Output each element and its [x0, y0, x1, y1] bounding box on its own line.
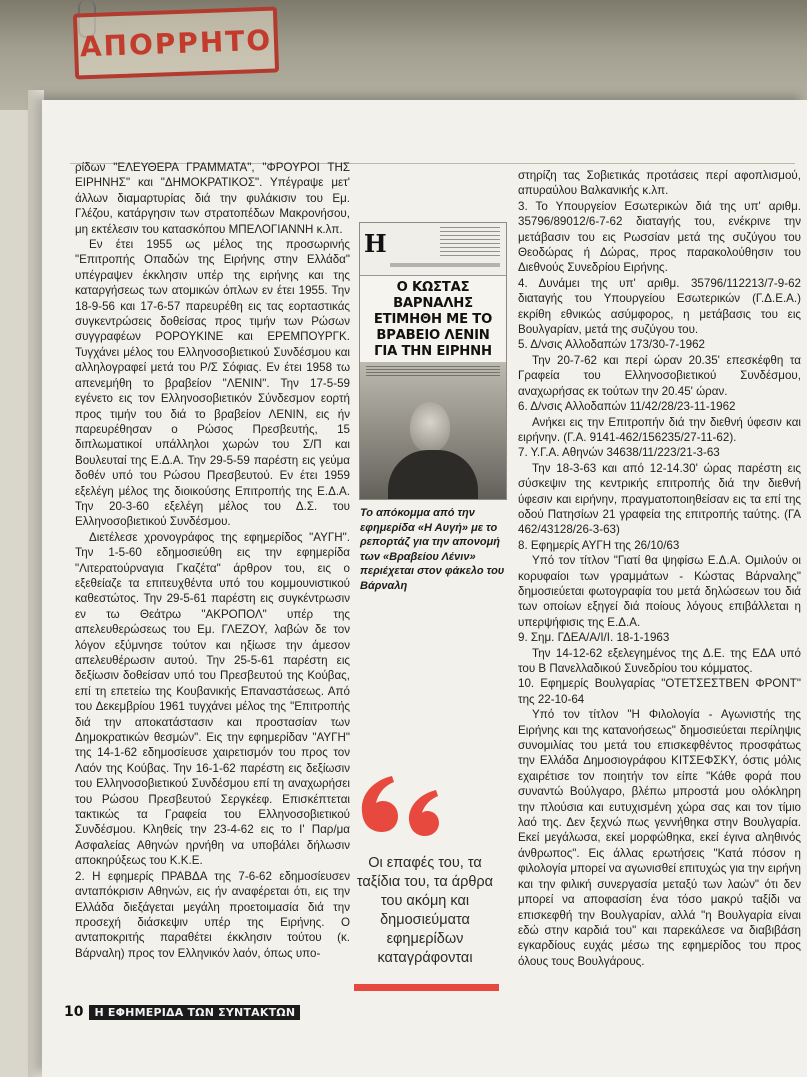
secret-stamp	[73, 6, 279, 79]
clipping-masthead	[360, 223, 506, 276]
pull-quote-rule	[354, 984, 499, 991]
photo-caption: Το απόκομμα από την εφημερίδα «Η Αυγή» με το ρεπορτάζ για την απονομή των «Βραβείου Λένιν» περιέχεται στον φάκελο του Βάρναλη	[360, 507, 505, 592]
paragraph: ρίδων "ΕΛΕΥΘΕΡΑ ΓΡΑΜΜΑΤΑ", "ΦΡΟΥΡΟΙ ΤΗΣ ΕΙΡΗΝΗΣ" και "ΔΗΜΟΚΡΑΤΙΚΟΣ". Υπέγραψε μετ' άλλων διαμαρτυρίας διά την φυλάκισιν του Εμ. Γλέζου, κατάργησιν των στρατοπέδων Μακρονήσου, μη εκτέλεσιν του κατασκόπου ΜΠΕΛΟΓΙΑΝΝΗ κ.λπ.	[75, 161, 350, 236]
paragraph: Υπό τον τίτλον "Γιατί θα ψηφίσω Ε.Δ.Α. Ομιλούν οι κορυφαίοι των γραμμάτων - Κώστας Βάρναλης" δημοσιεύεται φωτογραφία του μετά δηλώσεων του διά των οποίων εξηγεί διά ποίους λόγους επιβάλλεται η υπερψήφισις της Ε.Δ.Α.	[518, 554, 801, 629]
paragraph: Υπό τον τίτλον "Η Φιλολογία - Αγωνιστής της Ειρήνης και της κατανοήσεως" δημοσιεύεται περίληψις συνομιλίας του μετά του επισκεφθέντος προσφάτως την Ελλάδα Δημοσιογράφου ΚΙΤΣΕΦΣΚΥ, όστις μόλις εχαιρέτισε τον ποιητήν τον είπε "Κάθε φορά που συναντώ Βούλγαρο, βλέπω μπροστά μου ολόκληρη την πλούσια και ευτυχισμένη χώρα σας και τον τίμιο λαό της. Δεν ξεχνώ πως γεννήθηκα στην Βουλγαρία. Εκεί μεγάλωσα, εκεί μορφώθηκα, εκεί έγινα αληθινός άνθρωπος". Εις άλλας ερωτήσεις "Κατά πόσον η φιλολογία μπορεί να αγωνισθεί επιτυχώς για την ειρήνη και την φιλική συνεργασία μεταξύ των λαών" ότι δεν μπορεί να αποφασίση ένα τόσο μακρύ ταξίδι να επισκεφθή την Βουλγαρίαν, αλλά "η Βουλγαρία είναι εδώ στην καρδιά του" και παρεκάλεσε να διαβιβάση εγκαρδίους ευχάς μέσω της εφημερίδος του προς όλους τους Βουλγάρους.	[518, 708, 801, 968]
paragraph: 9. Σημ. ΓΔΕΑ/Α/Ι/Ι. 18-1-1963	[518, 631, 670, 645]
paragraph: 3. Το Υπουργείον Εσωτερικών διά της υπ' αριθμ. 35796/89012/6-7-62 διαταγής του, ενέκρινε την μετάβασιν του εις Ρωσσίαν μετά της συζύγου του Θεοδώρας ή Δώρας, προς παρακολούθησιν του Διεθνούς Συνεδρίου Ειρήνης.	[518, 199, 801, 275]
page-number: 10	[64, 1004, 84, 1020]
paragraph: 8. Εφημερίς ΑΥΓΗ της 26/10/63	[518, 538, 680, 552]
stamp-label: ΑΠΟΡΡΗΤΟ	[79, 23, 273, 63]
paragraph: 2. Η εφημερίς ΠΡΑΒΔΑ της 7-6-62 εδημοσίευσεν ανταπόκρισιν Αθηνών, εις ήν αναφέρεται ότι, εις την Ελλάδα διεξάγεται μεγάλη προετοιμασία διά την προσεχή διάσκεψιν υπέρ της Ειρήνης. Ο ανταποκριτής παραθέτει έκκλησιν τούτου (κ. Βάρναλη) προς τον Ελληνικόν λαόν, όπως υπο-	[75, 869, 350, 960]
paragraph: Την 18-3-63 και από 12-14.30' ώρας παρέστη εις σύσκεψιν της κεντρικής επιτροπής διά την διεθνή ύφεσιν και ειρήνην, πραγματοποιηθείσαν εις τα επί της οδού Πατησίων 21 γραφεία της επιτροπής ταύτης. (ΓΑ 462/43128/26-3-63)	[518, 461, 801, 537]
portrait-photo	[360, 362, 506, 500]
publication-name: Η ΕΦΗΜΕΡΙΔΑ ΤΩΝ ΣΥΝΤΑΚΤΩΝ	[89, 1005, 300, 1020]
paragraph: Την 14-12-62 εξελεγημένος της Δ.Ε. της ΕΔΑ υπό του Β Πανελλαδικού Συνεδρίου του κόμματος.	[518, 646, 801, 675]
newspaper-clipping-image	[359, 222, 507, 500]
clipping-headline: Ο ΚΩΣΤΑΣ ΒΑΡΝΑΛΗΣ ΕΤΙΜΗΘΗ ΜΕ ΤΟ ΒΡΑΒΕΙΟ ΛΕΝΙΝ ΓΙΑ ΤΗΝ ΕΙΡΗΝΗ	[360, 276, 506, 362]
masthead-text-block	[440, 227, 500, 257]
quote-marks-icon	[356, 770, 446, 840]
pull-quote: Οι επαφές του, τα ταξίδια του, τα άρθρα του ακόμη και δημοσιεύματα εφημερίδων καταγράφονται	[356, 855, 494, 966]
page-footer	[64, 1004, 300, 1020]
paragraph: Την 20-7-62 και περί ώραν 20.35' επεσκέφθη τα Γραφεία του Ελληνοσοβιετικού Συνδέσμου, αναχωρήσας εκ τούτων την 20.45' ώραν.	[518, 353, 801, 398]
paragraph: 5. Δ/νσις Αλλοδαπών 173/30-7-1962	[518, 338, 705, 352]
paragraph: Διετέλεσε χρονογράφος της εφημερίδος "ΑΥΓΗ". Την 1-5-60 εδημοσιεύθη εις την εφημερίδα "Λιτερατούρναγια Γκαζέτα" άρθρον του, εις ο εξεθείαζε τα επιτευχθέντα υπό του κομμουνιστικού καθεστώτος. Την 29-5-61 παρέστη εις συγκέντρωσιν εν τω Θεάτρω "ΑΚΡΟΠΟΛ" υπέρ της απελευθερώσεως του Εμ. ΓΛΕΖΟΥ, λαβών δε τον λόγον εξύμνησε τούτον και ηξίωσε την άμεσον απελευθέρωσιν αυτού. Την 25-5-61 παρέστη εις δεξίωσιν δοθείσαν υπό του Πρεσβευτού της Κούβας, επί τη επετείω της Κουβανικής Επαναστάσεως. Από του Δεκεμβρίου 1961 τυγχάνει μέλος της "Επιτροπής διά την αποκατάστασιν και προστασίαν των Δημοκρατικών θεσμών". Εις την εφημερίδαν "ΑΥΓΗ" της 14-1-62 εδημοσίευσε χαιρετισμόν του προς τον Λαόν της Κούβας. Την 16-1-62 παρέστη εις δεξίωσιν του Ελληνοσοβιετικού Συνδέσμου επί τη αναχωρήσει του Ρώσου Πρεσβευτού Σεργκέεφ. Επισκέπτεται τακτικώς τα Γραφεία του Ελληνοσοβιετικού Συνδέσμου. Κληθείς την 23-4-62 εις το Ι' Παρ/μα Ασφαλείας Αθηνών ηρνήθη να υποβάλει δήλωσιν αποκηρύξεως του Κ.Κ.Ε.	[75, 530, 350, 868]
portrait-head	[410, 402, 450, 452]
paragraph: 6. Δ/νσις Αλλοδαπών 11/42/28/23-11-1962	[518, 400, 736, 414]
paragraph: 10. Εφημερίς Βουλγαρίας "ΟΤΕΤΣΕΣΤΒΕΝ ΦΡΟΝΤ" της 22-10-64	[518, 677, 801, 706]
paragraph: στηρίζη τας Σοβιετικάς προτάσεις περί αφοπλισμού, απυραύλου Βαλκανικής κ.λπ.	[518, 169, 801, 198]
text-column-right	[518, 168, 801, 969]
paragraph: 4. Δυνάμει της υπ' αριθμ. 35796/112213/7-9-62 διαταγής του Υπουργείου Εσωτερικών (Γ.Δ.Ε.Α.) εκρίθη εθνικώς ασύμφορος, η μετάβασις του εις Βουλγαρίαν, μετά της συζύγου του.	[518, 276, 801, 337]
masthead-line	[390, 263, 500, 267]
clipping-small-text	[366, 366, 500, 376]
clipping-logo: Η	[364, 229, 387, 258]
portrait-body	[388, 450, 478, 500]
paragraph: Εν έτει 1955 ως μέλος της προσωρινής "Επιτροπής Οπαδών της Ειρήνης στην Ελλάδα" υπέγραψεν έκκλησιν υπέρ της ειρήνης και της καταργήσεως των ατομικών όπλων εν έτει 1955. Την 18-9-56 και 17-6-57 παρευρέθη εις τας εορταστικάς συγκεντρώσεις δοθείσας προς τιμήν των Ρώσων συγγραφέων ΡΟΡΟΥΚΙΝΕ και ΕΡΕΜΠΟΥΡΓΚ. Τυγχάνει μέλος του Ελληνοσοβιετικού Συνδέσμου και αλληλογραφεί μετά του Ρ/Σ Σόφιας. Εν έτει 1958 τω απενεμήθη το βραβείον "ΛΕΝΙΝ". Την 17-5-59 εγένετο εις τον Ελληνοσοβιετικόν Σύνδεσμον εορτή προς τιμήν του διά το βραβείον ΛΕΝΙΝ, εις ήν παρευρέθησαν ο Ρώσος Πρεσβευτής, 15 διπλωματικοί υπάλληλοι χωρών του Σ/Π και Βουλευταί της Ε.Δ.Α. Την 29-5-59 παρέστη εις γεύμα δοθέν υπό του Ρώσου Πρεσβευτού. Εν έτει 1959 εξελέγη μέλος της διοικούσης Επιτροπής της Ε.Δ.Α. Την 20-3-60 εξελέγη μέλος του Δ.Σ. του Ελληνοσοβιετικού Συνδέσμου.	[75, 238, 350, 529]
paragraph: 7. Υ.Γ.Α. Αθηνών 34638/11/223/21-3-63	[518, 446, 720, 460]
paragraph: Ανήκει εις την Επιτροπήν διά την διεθνή ύφεσιν και ειρήνην. (Γ.Α. 9141-462/156235/27-11-62).	[518, 415, 801, 444]
text-column-left	[75, 160, 350, 961]
